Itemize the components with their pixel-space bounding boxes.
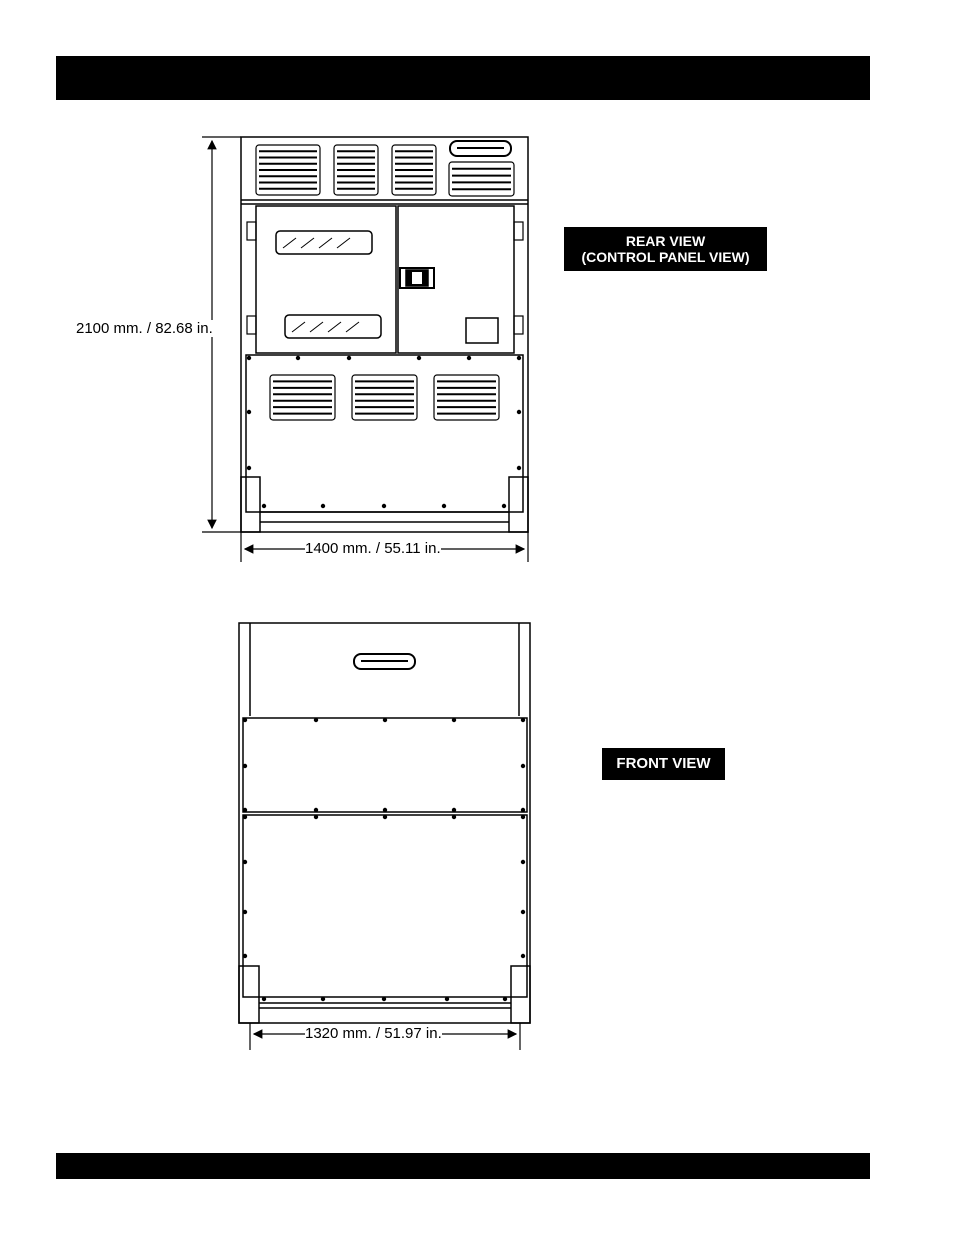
bolt [445,997,449,1001]
bolt [452,718,456,722]
bolt [314,815,318,819]
bolt [243,815,247,819]
bolt [502,504,506,508]
bolt [517,356,521,360]
door-plate [466,318,498,343]
bolt [296,356,300,360]
bolt [243,764,247,768]
rear-view-label-line1: REAR VIEW [625,233,706,249]
bolt [321,997,325,1001]
bolt [243,860,247,864]
bolt [417,356,421,360]
bolt [382,504,386,508]
bolt [521,718,525,722]
bolt [521,910,525,914]
bolt [452,808,456,812]
rear-width-dimension-label: 1400 mm. / 55.11 in. [305,540,441,557]
bolt [347,356,351,360]
bolt [243,808,247,812]
bolt [247,410,251,414]
bolt [521,808,525,812]
bolt [503,997,507,1001]
bolt [314,808,318,812]
bolt [467,356,471,360]
bolt [243,910,247,914]
bolt [262,997,266,1001]
bolt [521,815,525,819]
bolt [383,718,387,722]
front-view-drawing [239,623,530,1023]
rear-view-drawing [241,137,528,532]
rear-view-label [564,227,767,271]
bolt [243,954,247,958]
bolt [452,815,456,819]
height-dimension-label: 2100 mm. / 82.68 in. [76,320,213,337]
bolt [314,718,318,722]
front-view-label: FRONT VIEW [602,748,725,780]
bolt [517,410,521,414]
bolt [521,860,525,864]
bolt [243,718,247,722]
bolt [521,764,525,768]
bolt [383,815,387,819]
bolt [521,954,525,958]
rear-view-label-line2: (CONTROL PANEL VIEW) [581,249,750,265]
bolt [247,466,251,470]
bolt [382,997,386,1001]
bolt [262,504,266,508]
bolt [247,356,251,360]
front-width-dimension-label: 1320 mm. / 51.97 in. [305,1025,442,1042]
bolt [321,504,325,508]
bolt [517,466,521,470]
bolt [442,504,446,508]
bolt [383,808,387,812]
